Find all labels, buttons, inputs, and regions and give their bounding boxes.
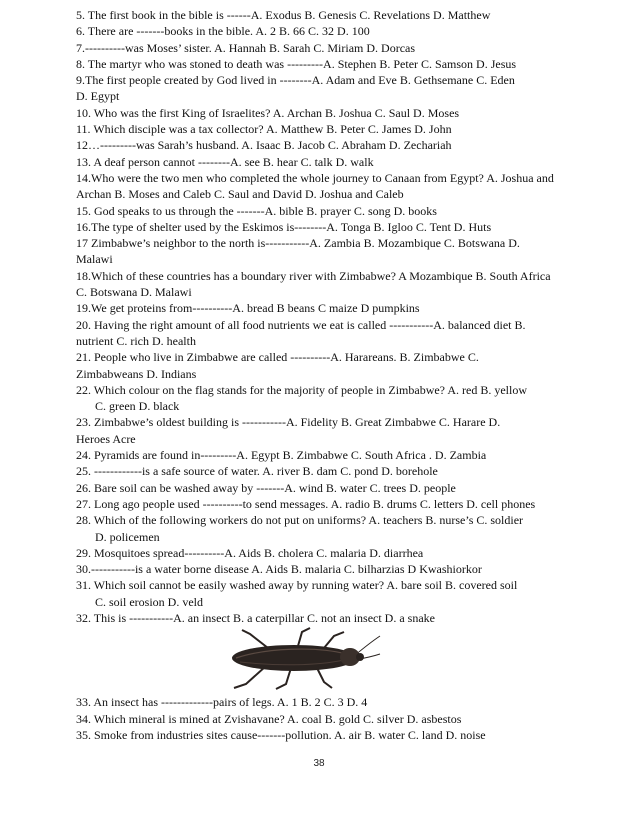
question-7: 7.----------was Moses’ sister. A. Hannah B. Sarah C. Miriam D. Dorcas bbox=[76, 40, 416, 55]
question-35: 35. Smoke from industries sites cause-------pollution. A. air B. water C. land D. noise bbox=[76, 727, 486, 742]
question-14-cont: Archan B. Moses and Caleb C. Saul and David D. Joshua and Caleb bbox=[76, 187, 404, 202]
question-33: 33. An insect has -------------pairs of legs. A. 1 B. 2 C. 3 D. 4 bbox=[76, 695, 368, 710]
question-5: 5. The first book in the bible is ------A. Exodus B. Genesis C. Revelations D. Matthew bbox=[76, 8, 491, 22]
cockroach-icon bbox=[206, 626, 381, 690]
question-22: 22. Which colour on the flag stands for the majority of people in Zimbabwe? A. red B. yellow bbox=[76, 382, 528, 397]
question-16: 16.The type of shelter used by the Eskimos is--------A. Tonga B. Igloo C. Tent D. Huts bbox=[76, 219, 492, 234]
cockroach-figure bbox=[76, 626, 624, 694]
question-13: 13. A deaf person cannot --------A. see B. hear C. talk D. walk bbox=[76, 154, 374, 169]
question-28: 28. Which of the following workers do not put on uniforms? A. teachers B. nurse’s C. soldier bbox=[76, 513, 524, 528]
question-15: 15. God speaks to us through the -------A. bible B. prayer C. song D. books bbox=[76, 203, 437, 218]
question-9: 9.The first people created by God lived in --------A. Adam and Eve B. Gethsemane C. Eden bbox=[76, 73, 515, 88]
question-30: 30.-----------is a water borne disease A. Aids B. malaria C. bilharzias D Kwashiorkor bbox=[76, 562, 482, 577]
question-6: 6. There are -------books in the bible. A. 2 B. 66 C. 32 D. 100 bbox=[76, 24, 370, 39]
question-25: 25. ------------is a safe source of water. A. river B. dam C. pond D. borehole bbox=[76, 464, 438, 479]
question-14: 14.Who were the two men who completed the whole journey to Canaan from Egypt? A. Joshua and bbox=[76, 170, 554, 185]
question-12: 12…---------was Sarah’s husband. A. Isaac B. Jacob C. Abraham D. Zechariah bbox=[76, 138, 452, 153]
question-27: 27. Long ago people used ----------to send messages. A. radio B. drums C. letters D. cell phones bbox=[76, 496, 536, 511]
question-28-cont: D. policemen bbox=[95, 529, 160, 544]
question-9-cont: D. Egypt bbox=[76, 89, 120, 104]
question-17-cont: Malawi bbox=[76, 252, 113, 267]
question-21: 21. People who live in Zimbabwe are called ----------A. Harareans. B. Zimbabwe C. bbox=[76, 350, 479, 365]
question-18: 18.Which of these countries has a boundary river with Zimbabwe? A Mozambique B. South Africa bbox=[76, 268, 551, 283]
question-19: 19.We get proteins from----------A. bread B beans C maize D pumpkins bbox=[76, 301, 420, 316]
question-24: 24. Pyramids are found in---------A. Egypt B. Zimbabwe C. South Africa . D. Zambia bbox=[76, 448, 487, 463]
question-29: 29. Mosquitoes spread----------A. Aids B. cholera C. malaria D. diarrhea bbox=[76, 545, 424, 560]
question-31: 31. Which soil cannot be easily washed away by running water? A. bare soil B. covered soil bbox=[76, 578, 518, 593]
question-31-cont: C. soil erosion D. veld bbox=[95, 594, 203, 609]
question-10: 10. Who was the first King of Israelites? A. Archan B. Joshua C. Saul D. Moses bbox=[76, 105, 460, 120]
question-21-cont: Zimbabweans D. Indians bbox=[76, 366, 197, 381]
question-17: 17 Zimbabwe’s neighbor to the north is-----------A. Zambia B. Mozambique C. Botswana D. bbox=[76, 236, 520, 251]
question-20-cont: nutrient C. rich D. health bbox=[76, 333, 196, 348]
question-18-cont: C. Botswana D. Malawi bbox=[76, 285, 192, 300]
question-22-cont: C. green D. black bbox=[95, 399, 180, 414]
question-sheet bbox=[76, 7, 624, 743]
question-23-cont: Heroes Acre bbox=[76, 431, 136, 446]
question-20: 20. Having the right amount of all food nutrients we eat is called -----------A. balanced diet B. bbox=[76, 317, 526, 332]
question-11: 11. Which disciple was a tax collector? A. Matthew B. Peter C. James D. John bbox=[76, 122, 452, 137]
page-number: 38 bbox=[313, 758, 325, 769]
question-8: 8. The martyr who was stoned to death was ---------A. Stephen B. Peter C. Samson D. Jesus bbox=[76, 56, 517, 71]
question-32: 32. This is -----------A. an insect B. a caterpillar C. not an insect D. a snake bbox=[76, 610, 435, 625]
question-26: 26. Bare soil can be washed away by -------A. wind B. water C. trees D. people bbox=[76, 480, 456, 495]
question-23: 23. Zimbabwe’s oldest building is -----------A. Fidelity B. Great Zimbabwe C. Harare D. bbox=[76, 415, 501, 430]
question-34: 34. Which mineral is mined at Zvishavane? A. coal B. gold C. silver D. asbestos bbox=[76, 711, 462, 726]
